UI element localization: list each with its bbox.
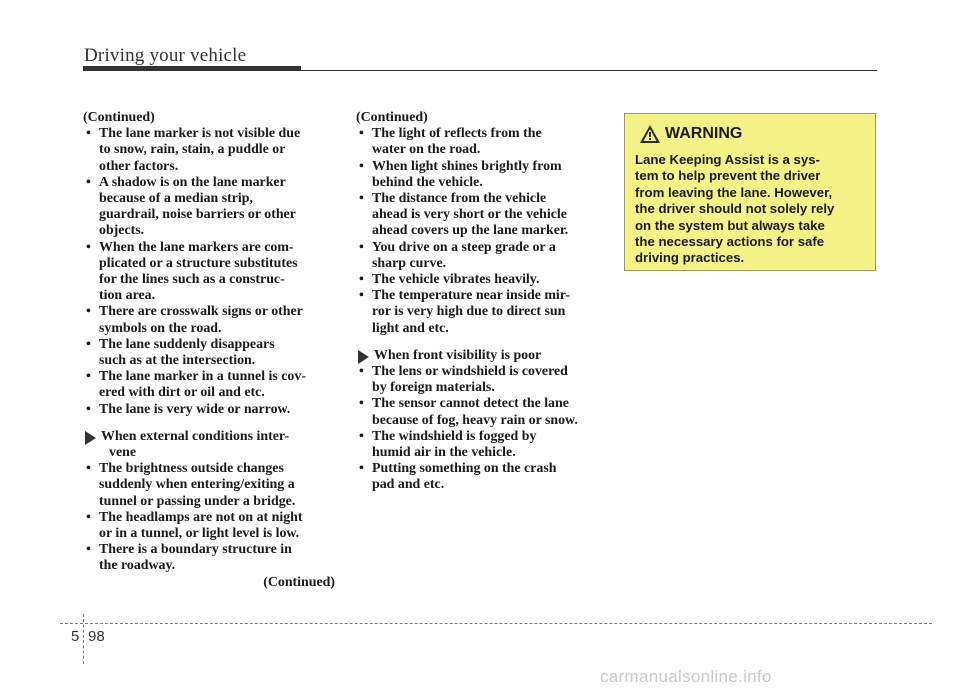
bullet-item (356, 272, 606, 288)
footer-rule (60, 623, 932, 624)
bullet-item (83, 304, 335, 336)
bullet-line: other factors. (99, 158, 179, 174)
bullet-item (356, 364, 606, 396)
bullet-dot: • (86, 239, 91, 255)
section-heading-front-visibility (356, 348, 606, 364)
page-header-title: Driving your vehicle (84, 45, 247, 66)
bullet-item (83, 542, 335, 574)
page-number: 98 (88, 628, 105, 645)
middle-section-bullet-list (356, 364, 606, 494)
warning-body (635, 152, 867, 267)
bullet-dot: • (359, 239, 364, 255)
bullet-line: ahead is very short or the vehicle (372, 207, 567, 223)
bullet-dot: • (86, 542, 91, 558)
warning-line: the necessary actions for safe (635, 234, 825, 250)
bullet-item (83, 126, 335, 175)
continued-label: (Continued) (263, 574, 335, 590)
bullet-line: The distance from the vehicle (372, 191, 547, 207)
bullet-item (356, 288, 606, 337)
bullet-line: sharp curve. (372, 255, 447, 271)
bullet-line: There is a boundary structure in (99, 542, 292, 558)
left-section-bullet-list (83, 461, 335, 574)
bullet-dot: • (359, 272, 364, 288)
bullet-line: objects. (99, 223, 145, 239)
bullet-item (83, 240, 335, 305)
section-heading-line: vene (109, 445, 137, 461)
section-heading-line: When front visibility is poor (374, 347, 542, 363)
continued-label: (Continued) (83, 110, 155, 125)
middle-bullet-list (356, 126, 606, 337)
bullet-dot: • (86, 509, 91, 525)
bullet-item (83, 369, 335, 401)
bullet-item (83, 175, 335, 240)
bullet-item (83, 402, 335, 418)
bullet-dot: • (359, 158, 364, 174)
bullet-line: symbols on the road. (99, 320, 222, 336)
section-heading-line: When external conditions inter- (101, 428, 290, 444)
warning-line: the driver should not solely rely (635, 201, 835, 217)
watermark: carmanualsonline.info (600, 667, 772, 686)
bullet-line: You drive on a steep grade or a (372, 239, 556, 255)
bullet-line: because of a median strip, (99, 191, 253, 207)
bullet-dot: • (86, 336, 91, 352)
bullet-line: by foreign materials. (372, 380, 495, 396)
warning-line: on the system but always take (635, 217, 825, 233)
middle-column (356, 110, 606, 494)
bullet-line: for the lines such as a construc- (99, 272, 285, 288)
bullet-dot: • (86, 461, 91, 477)
bullet-dot: • (359, 364, 364, 380)
bullet-item (356, 126, 606, 158)
bullet-item (83, 337, 335, 369)
bullet-line: because of fog, heavy rain or snow. (372, 412, 578, 428)
bullet-line: or in a tunnel, or light level is low. (99, 526, 300, 542)
bullet-line: The sensor cannot detect the lane (372, 396, 569, 412)
bullet-line: The temperature near inside mir- (372, 288, 571, 304)
bullet-item (356, 240, 606, 272)
bullet-line: pad and etc. (372, 477, 445, 493)
bullet-dot: • (359, 428, 364, 444)
footer-divider (83, 614, 84, 664)
bullet-item (356, 396, 606, 428)
bullet-line: suddenly when entering/exiting a (99, 477, 295, 493)
bullet-dot: • (359, 126, 364, 142)
warning-title: WARNING (665, 125, 743, 142)
left-column (83, 110, 335, 591)
warning-line: driving practices. (635, 250, 745, 266)
warning-line: from leaving the lane. However, (635, 184, 833, 200)
bullet-line: ror is very high due to direct sun (372, 304, 566, 320)
bullet-line: The headlamps are not on at night (99, 509, 303, 525)
bullet-line: the roadway. (99, 558, 176, 574)
bullet-line: A shadow is on the lane marker (99, 174, 286, 190)
bullet-line: ered with dirt or oil and etc. (99, 385, 265, 401)
bullet-dot: • (359, 396, 364, 412)
bullet-line: light and etc. (372, 320, 449, 336)
bullet-line: The lane marker is not visible due (99, 126, 301, 142)
arrow-right-icon (358, 350, 369, 364)
bullet-line: water on the road. (372, 142, 481, 158)
bullet-item (356, 429, 606, 461)
bullet-line: behind the vehicle. (372, 174, 483, 190)
bullet-line: guardrail, noise barriers or other (99, 207, 296, 223)
bullet-line: The windshield is fogged by (372, 428, 537, 444)
bullet-dot: • (86, 126, 91, 142)
bullet-line: The lane marker in a tunnel is cov- (99, 369, 306, 385)
bullet-item (83, 461, 335, 510)
warning-box (624, 113, 876, 271)
bullet-line: When the lane markers are com- (99, 239, 294, 255)
bullet-line: plicated or a structure substitutes (99, 255, 298, 271)
bullet-dot: • (359, 461, 364, 477)
warning-triangle-icon (639, 124, 661, 144)
bullet-item (356, 461, 606, 493)
bullet-item (83, 510, 335, 542)
bullet-item (356, 159, 606, 191)
bullet-line: There are crosswalk signs or other (99, 304, 303, 320)
bullet-line: tunnel or passing under a bridge. (99, 493, 296, 509)
bullet-line: to snow, rain, stain, a puddle or (99, 142, 286, 158)
left-bullet-list (83, 126, 335, 418)
bullet-line: The lane suddenly disappears (99, 336, 275, 352)
bullet-line: such as at the intersection. (99, 353, 256, 369)
bullet-line: The lens or windshield is covered (372, 364, 568, 380)
bullet-dot: • (86, 174, 91, 190)
bullet-line: The vehicle vibrates heavily. (372, 272, 540, 288)
header-rule-thin (83, 70, 877, 71)
bullet-line: When light shines brightly from (372, 158, 562, 174)
bullet-dot: • (86, 369, 91, 385)
chapter-number: 5 (71, 628, 80, 645)
warning-line: Lane Keeping Assist is a sys- (635, 152, 820, 167)
bullet-line: tion area. (99, 288, 156, 304)
bullet-dot: • (86, 401, 91, 417)
bullet-dot: • (359, 191, 364, 207)
continued-label: (Continued) (356, 110, 428, 125)
bullet-line: The light of reflects from the (372, 126, 542, 142)
bullet-line: Putting something on the crash (372, 461, 557, 477)
section-heading-external-conditions (83, 429, 335, 461)
bullet-line: humid air in the vehicle. (372, 445, 516, 461)
bullet-line: The lane is very wide or narrow. (99, 401, 291, 417)
bullet-line: The brightness outside changes (99, 461, 284, 477)
warning-line: tem to help prevent the driver (635, 168, 821, 184)
bullet-dot: • (359, 288, 364, 304)
bullet-line: ahead covers up the lane marker. (372, 223, 569, 239)
bullet-item (356, 191, 606, 240)
arrow-right-icon (85, 431, 96, 445)
bullet-dot: • (86, 304, 91, 320)
